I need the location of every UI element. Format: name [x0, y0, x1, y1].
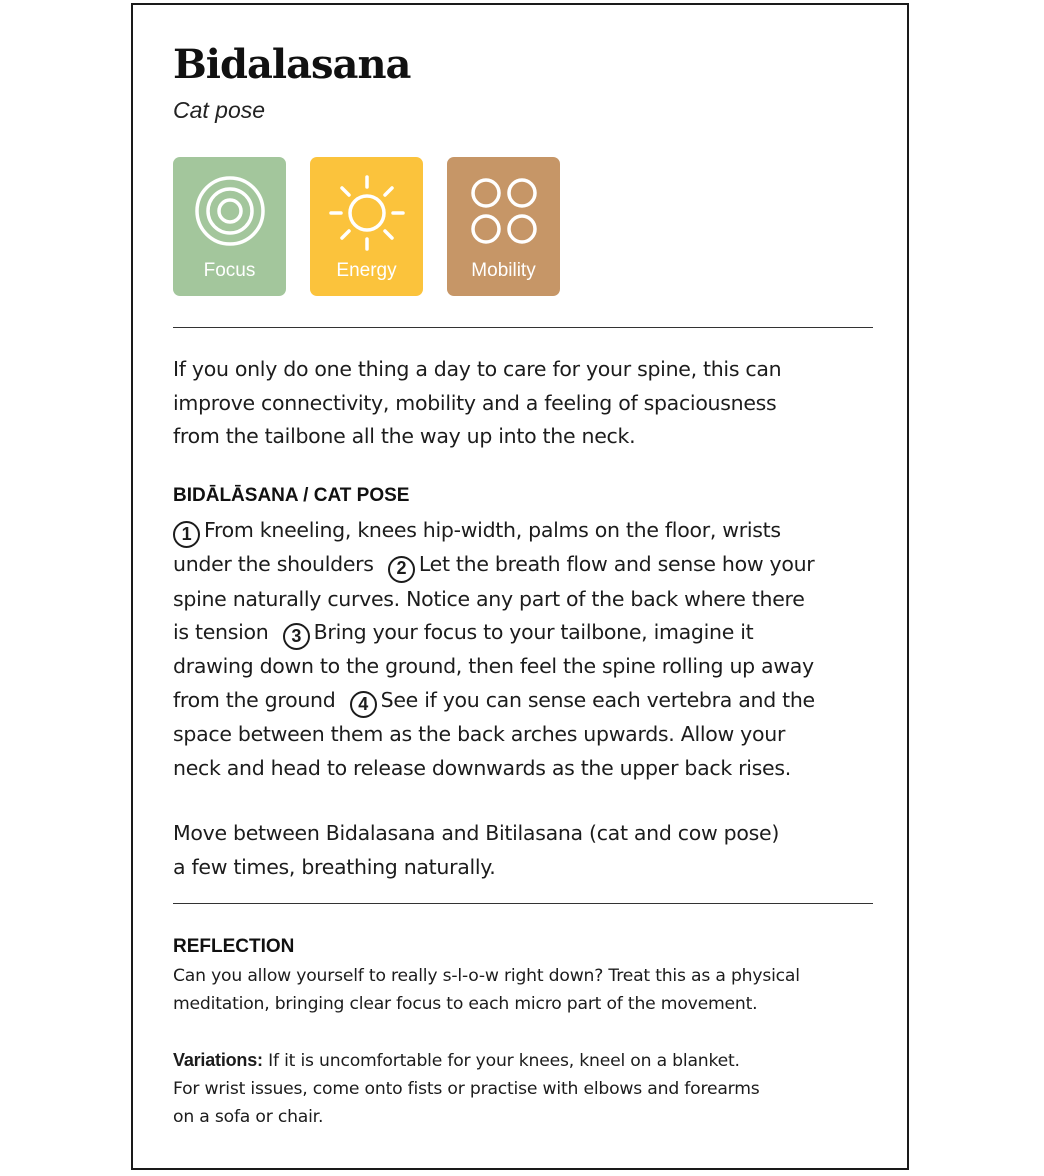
reflection-heading: REFLECTION — [173, 936, 295, 957]
reflection-line: meditation, bringing clear focus to each micro part of the movement. — [173, 994, 758, 1014]
step-number-4: 4 — [350, 691, 377, 718]
step-line — [173, 752, 873, 786]
step-text: space between them as the back arches upwards. Allow your — [173, 722, 786, 746]
pose-steps — [173, 514, 873, 785]
tile-label-energy: Energy — [336, 260, 397, 281]
step-line — [173, 548, 873, 582]
step-number-2: 2 — [388, 556, 415, 583]
intro-line: from the tailbone all the way up into the neck. — [173, 424, 636, 448]
step-text: Bring your focus to your tailbone, imagine it — [313, 620, 754, 644]
divider-bottom — [173, 903, 873, 904]
step-line — [173, 718, 873, 752]
step-text: neck and head to release downwards as the upper back rises. — [173, 755, 791, 780]
step-text: under the shoulders — [173, 552, 374, 577]
step-text: from the ground — [173, 687, 336, 712]
step-line — [173, 616, 873, 650]
variations-text — [173, 1046, 873, 1131]
pose-heading: BIDĀLĀSANA / CAT POSE — [173, 485, 410, 506]
pose-card — [131, 3, 909, 1170]
sun-icon — [329, 175, 405, 251]
variations-line — [173, 1046, 873, 1075]
page-subtitle: Cat pose — [173, 97, 266, 123]
step-number-3: 3 — [283, 623, 310, 650]
page-title: Bidalasana — [173, 41, 411, 88]
benefit-tiles — [173, 157, 560, 296]
tile-label-mobility: Mobility — [471, 260, 536, 281]
step-text: See if you can sense each vertebra and the — [380, 687, 815, 712]
step-line — [173, 583, 873, 617]
tile-mobility — [447, 157, 560, 296]
step-text: drawing down to the ground, then feel the spine rolling up away — [173, 654, 814, 679]
step-line — [173, 650, 873, 684]
step-number-1: 1 — [173, 521, 200, 548]
step-text: From kneeling, knees hip-width, palms on the floor, wrists — [204, 518, 781, 542]
step-line — [173, 684, 873, 718]
intro-line: If you only do one thing a day to care for your spine, this can — [173, 357, 782, 381]
intro-paragraph — [173, 353, 873, 454]
four-circles-icon — [468, 175, 540, 247]
tile-energy — [310, 157, 423, 296]
tile-focus — [173, 157, 286, 296]
movement-note — [173, 817, 873, 884]
step-line — [173, 514, 873, 548]
variations-line: on a sofa or chair. — [173, 1107, 324, 1127]
step-text: spine naturally curves. Notice any part of the back where there — [173, 586, 805, 611]
movement-line: Move between Bidalasana and Bitilasana (cat and cow pose) — [173, 821, 780, 845]
reflection-text — [173, 962, 873, 1018]
reflection-line: Can you allow yourself to really s-l-o-w right down? Treat this as a physical — [173, 966, 800, 986]
movement-line: a few times, breathing naturally. — [173, 854, 496, 879]
variations-line: For wrist issues, come onto fists or practise with elbows and forearms — [173, 1079, 760, 1099]
divider-top — [173, 327, 873, 328]
intro-line: improve connectivity, mobility and a feeling of spaciousness — [173, 390, 777, 415]
variations-line-text: If it is uncomfortable for your knees, kneel on a blanket. — [262, 1051, 740, 1071]
step-text: is tension — [173, 620, 269, 644]
tile-label-focus: Focus — [203, 260, 256, 281]
concentric-circles-icon — [194, 175, 266, 247]
step-text: Let the breath flow and sense how your — [418, 552, 815, 577]
variations-label: Variations: — [173, 1050, 263, 1070]
